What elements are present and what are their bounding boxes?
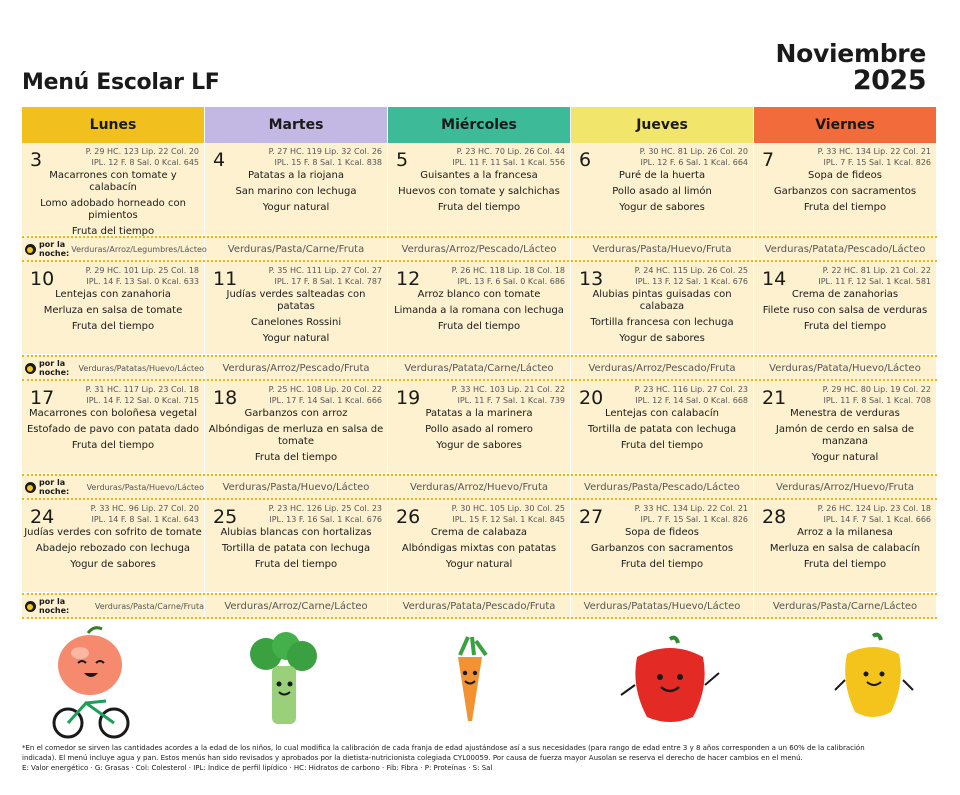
menu-item: Garbanzos con arroz bbox=[244, 408, 348, 419]
day-number: 24 bbox=[30, 506, 55, 528]
night-label: por la noche: bbox=[39, 597, 70, 615]
nutrition-line-2: IPL. 13 F. 6 Sal. 0 Kcal. 686 bbox=[457, 277, 565, 286]
year-label: 2025 bbox=[852, 65, 926, 96]
night-row bbox=[22, 474, 937, 500]
nutrition-line-2: IPL. 7 F. 15 Sal. 1 Kcal. 826 bbox=[640, 515, 748, 524]
nutrition-line-2: IPL. 12 F. 6 Sal. 1 Kcal. 664 bbox=[640, 158, 748, 167]
menu-item: Tortilla francesa con lechuga bbox=[590, 317, 734, 328]
week-row bbox=[22, 500, 937, 593]
night-suggestion bbox=[754, 238, 937, 260]
menu-item: Alubias pintas guisadas con calabaza bbox=[592, 289, 732, 312]
nutrition-info bbox=[232, 265, 382, 287]
nutrition-info bbox=[781, 384, 931, 406]
menu-items bbox=[390, 289, 568, 337]
carrot-icon bbox=[440, 635, 500, 723]
footer-line-3: E: Valor energético · G: Grasas · Col: Colesterol · IPL: Índice de perfil lipídico · HC: Hidratos de carbono · Fib: Fibra · P: Proteínas · S: Sal bbox=[22, 764, 493, 772]
night-foods: Verduras/Patata/Carne/Lácteo bbox=[404, 362, 554, 374]
night-suggestion bbox=[22, 595, 205, 617]
nutrition-info bbox=[598, 384, 748, 406]
menu-item: Limanda a la romana con lechuga bbox=[394, 305, 564, 316]
footer-notes bbox=[22, 743, 937, 773]
menu-item: Macarrones con tomate y calabacín bbox=[49, 170, 177, 193]
day-cell bbox=[571, 143, 754, 236]
weekday-monday: Lunes bbox=[22, 107, 205, 143]
night-suggestion bbox=[388, 595, 571, 617]
nutrition-info bbox=[49, 146, 199, 168]
menu-item: Merluza en salsa de calabacín bbox=[769, 543, 921, 554]
day-cell bbox=[754, 143, 937, 236]
menu-item: Guisantes a la francesa bbox=[420, 170, 538, 181]
day-cell bbox=[754, 262, 937, 355]
moon-icon bbox=[25, 482, 36, 493]
day-number: 11 bbox=[213, 268, 238, 290]
nutrition-line-2: IPL. 15 F. 8 Sal. 1 Kcal. 838 bbox=[274, 158, 382, 167]
nutrition-line-2: IPL. 13 F. 12 Sal. 1 Kcal. 676 bbox=[635, 277, 748, 286]
weekday-tuesday: Martes bbox=[205, 107, 388, 143]
nutrition-info bbox=[49, 384, 199, 406]
broccoli-icon bbox=[246, 632, 322, 727]
menu-item: Filete ruso con salsa de verduras bbox=[762, 305, 928, 316]
menu-item: Sopa de fideos bbox=[625, 527, 699, 538]
nutrition-line-1: P. 23 HC. 70 Lip. 26 Col. 44 bbox=[456, 147, 565, 156]
night-suggestion bbox=[205, 238, 388, 260]
day-cell bbox=[754, 381, 937, 474]
month-year bbox=[776, 40, 926, 94]
nutrition-line-1: P. 33 HC. 134 Lip. 22 Col. 21 bbox=[817, 147, 931, 156]
nutrition-line-2: IPL. 11 F. 7 Sal. 1 Kcal. 739 bbox=[457, 396, 565, 405]
nutrition-info bbox=[415, 146, 565, 168]
nutrition-info bbox=[598, 146, 748, 168]
menu-item: Yogur natural bbox=[262, 202, 330, 213]
nutrition-line-1: P. 26 HC. 118 Lip. 18 Col. 18 bbox=[451, 266, 565, 275]
month-label: Noviembre bbox=[775, 39, 926, 68]
nutrition-line-1: P. 23 HC. 126 Lip. 25 Col. 23 bbox=[268, 504, 382, 513]
nutrition-info bbox=[49, 503, 199, 525]
menu-item: Jamón de cerdo en salsa de manzana bbox=[775, 424, 915, 447]
menu-item: Albóndigas de merluza en salsa de tomate bbox=[208, 424, 384, 447]
nutrition-line-2: IPL. 11 F. 8 Sal. 1 Kcal. 708 bbox=[823, 396, 931, 405]
day-number: 28 bbox=[762, 506, 787, 528]
day-number: 21 bbox=[762, 387, 787, 409]
day-cell bbox=[22, 381, 205, 474]
day-number: 27 bbox=[579, 506, 604, 528]
night-suggestion bbox=[22, 357, 205, 379]
day-number: 10 bbox=[30, 268, 55, 290]
night-suggestion bbox=[571, 476, 754, 498]
menu-item: San marino con lechuga bbox=[235, 186, 357, 197]
menu-item: Lentejas con calabacín bbox=[604, 408, 719, 419]
menu-item: Yogur natural bbox=[811, 452, 879, 463]
menu-items bbox=[207, 527, 385, 575]
weekday-header bbox=[22, 107, 937, 143]
nutrition-line-1: P. 27 HC. 119 Lip. 32 Col. 26 bbox=[268, 147, 382, 156]
night-foods: Verduras/Arroz/Pescado/Lácteo bbox=[401, 243, 557, 255]
day-cell bbox=[388, 381, 571, 474]
nutrition-line-1: P. 22 HC. 81 Lip. 21 Col. 22 bbox=[822, 266, 931, 275]
nutrition-line-2: IPL. 14 F. 12 Sal. 0 Kcal. 715 bbox=[86, 396, 199, 405]
menu-item: Fruta del tiempo bbox=[254, 559, 338, 570]
moon-icon bbox=[25, 363, 36, 374]
night-foods: Verduras/Arroz/Carne/Lácteo bbox=[224, 600, 368, 612]
night-suggestion bbox=[22, 476, 205, 498]
day-cell bbox=[205, 500, 388, 593]
day-number: 5 bbox=[396, 149, 409, 171]
nutrition-line-1: P. 31 HC. 117 Lip. 23 Col. 18 bbox=[85, 385, 199, 394]
yellow-pepper-icon bbox=[833, 632, 915, 722]
nutrition-line-1: P. 24 HC. 115 Lip. 26 Col. 25 bbox=[634, 266, 748, 275]
menu-item: Canelones Rossini bbox=[250, 317, 342, 328]
week-row bbox=[22, 143, 937, 236]
night-suggestion bbox=[388, 476, 571, 498]
weekday-wednesday: Miércoles bbox=[388, 107, 571, 143]
menu-item: Estofado de pavo con patata dado bbox=[26, 424, 200, 435]
night-foods: Verduras/Pasta/Pescado/Lácteo bbox=[584, 481, 740, 493]
nutrition-line-2: IPL. 12 F. 8 Sal. 0 Kcal. 645 bbox=[91, 158, 199, 167]
nutrition-info bbox=[415, 265, 565, 287]
menu-items bbox=[573, 527, 751, 575]
menu-item: Alubias blancas con hortalizas bbox=[220, 527, 372, 538]
day-number: 7 bbox=[762, 149, 775, 171]
night-foods: Verduras/Pasta/Carne/Lácteo bbox=[772, 600, 918, 612]
menu-item: Yogur natural bbox=[445, 559, 513, 570]
night-suggestion bbox=[205, 476, 388, 498]
menu-item: Patatas a la marinera bbox=[425, 408, 533, 419]
night-foods: Verduras/Pasta/Huevo/Lácteo bbox=[86, 482, 204, 492]
nutrition-info bbox=[415, 503, 565, 525]
day-cell bbox=[388, 500, 571, 593]
night-row bbox=[22, 593, 937, 619]
footer-line-2: indicada). El menú incluye agua y pan. Estos menús han sido revisados y aprobados por la dietista-nutricionista colegiada CYL00059. Por causa de fuerza mayor Ausolan se reserva el derecho de hacer cambios en el menú. bbox=[22, 754, 803, 762]
night-foods: Verduras/Arroz/Pescado/Fruta bbox=[588, 362, 736, 374]
night-label: por la noche: bbox=[39, 359, 70, 377]
night-suggestion bbox=[571, 238, 754, 260]
night-foods: Verduras/Pasta/Huevo/Fruta bbox=[592, 243, 732, 255]
menu-item: Tortilla de patata con lechuga bbox=[221, 543, 371, 554]
day-cell bbox=[388, 143, 571, 236]
menu-item: Macarrones con boloñesa vegetal bbox=[28, 408, 198, 419]
night-foods: Verduras/Arroz/Legumbres/Lácteo bbox=[71, 244, 207, 254]
night-suggestion bbox=[571, 357, 754, 379]
night-foods: Verduras/Patatas/Huevo/Lácteo bbox=[583, 600, 741, 612]
day-number: 13 bbox=[579, 268, 604, 290]
nutrition-line-2: IPL. 13 F. 16 Sal. 1 Kcal. 676 bbox=[269, 515, 382, 524]
menu-item: Huevos con tomate y salchichas bbox=[398, 186, 560, 197]
nutrition-line-1: P. 33 HC. 103 Lip. 21 Col. 22 bbox=[451, 385, 565, 394]
day-cell bbox=[22, 262, 205, 355]
day-number: 4 bbox=[213, 149, 226, 171]
nutrition-line-1: P. 35 HC. 111 Lip. 27 Col. 27 bbox=[268, 266, 382, 275]
menu-grid bbox=[22, 107, 937, 619]
nutrition-line-1: P. 33 HC. 96 Lip. 27 Col. 20 bbox=[90, 504, 199, 513]
night-foods: Verduras/Arroz/Pescado/Fruta bbox=[222, 362, 370, 374]
menu-item: Fruta del tiempo bbox=[71, 226, 155, 237]
moon-icon bbox=[25, 601, 36, 612]
menu-item: Garbanzos con sacramentos bbox=[590, 543, 734, 554]
menu-item: Fruta del tiempo bbox=[620, 440, 704, 451]
menu-items bbox=[573, 170, 751, 218]
menu-item: Arroz a la milanesa bbox=[797, 527, 893, 538]
menu-items bbox=[390, 527, 568, 575]
day-cell bbox=[22, 143, 205, 236]
menu-item: Menestra de verduras bbox=[790, 408, 900, 419]
menu-item: Lomo adobado horneado con pimientos bbox=[40, 198, 186, 221]
night-suggestion bbox=[205, 595, 388, 617]
menu-item: Garbanzos con sacramentos bbox=[773, 186, 917, 197]
menu-items bbox=[756, 289, 934, 337]
day-number: 14 bbox=[762, 268, 787, 290]
night-suggestion bbox=[754, 476, 937, 498]
menu-items bbox=[207, 170, 385, 218]
nutrition-info bbox=[598, 503, 748, 525]
night-foods: Verduras/Pasta/Carne/Fruta bbox=[94, 601, 204, 611]
menu-items bbox=[24, 289, 202, 337]
nutrition-line-1: P. 29 HC. 101 Lip. 25 Col. 18 bbox=[85, 266, 199, 275]
weeks-container bbox=[22, 143, 937, 619]
menu-item: Yogur de sabores bbox=[436, 440, 522, 451]
peach-on-bicycle-icon bbox=[48, 625, 132, 740]
week-row bbox=[22, 381, 937, 474]
footer-line-1: *En el comedor se sirven las cantidades acordes a la edad de los niños, lo cual modifica la calibración de cada franja de edad ajustándose así a sus necesidades (para rango de edad entre 3 y 8 años corresponden a un 60% de la calibración bbox=[22, 744, 865, 752]
night-suggestion bbox=[571, 595, 754, 617]
night-row bbox=[22, 355, 937, 381]
menu-item: Fruta del tiempo bbox=[71, 440, 155, 451]
day-number: 19 bbox=[396, 387, 421, 409]
menu-item: Albóndigas mixtas con patatas bbox=[401, 543, 557, 554]
weekday-thursday: Jueves bbox=[571, 107, 754, 143]
menu-items bbox=[756, 170, 934, 218]
menu-item: Pollo asado al romero bbox=[425, 424, 533, 435]
night-foods: Verduras/Arroz/Huevo/Fruta bbox=[776, 481, 914, 493]
menu-item: Sopa de fideos bbox=[808, 170, 882, 181]
nutrition-info bbox=[598, 265, 748, 287]
nutrition-line-2: IPL. 12 F. 14 Sal. 0 Kcal. 668 bbox=[635, 396, 748, 405]
day-number: 26 bbox=[396, 506, 421, 528]
menu-items bbox=[756, 527, 934, 575]
nutrition-line-2: IPL. 17 F. 8 Sal. 1 Kcal. 787 bbox=[274, 277, 382, 286]
menu-item: Fruta del tiempo bbox=[71, 321, 155, 332]
moon-icon bbox=[25, 244, 36, 255]
menu-item: Yogur de sabores bbox=[70, 559, 156, 570]
week-row bbox=[22, 262, 937, 355]
day-number: 6 bbox=[579, 149, 592, 171]
nutrition-info bbox=[781, 503, 931, 525]
nutrition-info bbox=[781, 146, 931, 168]
menu-item: Fruta del tiempo bbox=[803, 202, 887, 213]
nutrition-info bbox=[49, 265, 199, 287]
nutrition-line-2: IPL. 7 F. 15 Sal. 1 Kcal. 826 bbox=[823, 158, 931, 167]
menu-item: Tortilla de patata con lechuga bbox=[587, 424, 737, 435]
menu-item: Pollo asado al limón bbox=[612, 186, 712, 197]
menu-item: Yogur de sabores bbox=[619, 202, 705, 213]
night-suggestion bbox=[754, 357, 937, 379]
night-foods: Verduras/Patata/Huevo/Lácteo bbox=[769, 362, 921, 374]
menu-item: Fruta del tiempo bbox=[437, 202, 521, 213]
night-suggestion bbox=[388, 357, 571, 379]
night-foods: Verduras/Pasta/Huevo/Lácteo bbox=[222, 481, 370, 493]
menu-items bbox=[207, 408, 385, 468]
menu-item: Fruta del tiempo bbox=[437, 321, 521, 332]
day-cell bbox=[388, 262, 571, 355]
day-cell bbox=[205, 381, 388, 474]
day-number: 3 bbox=[30, 149, 43, 171]
day-number: 20 bbox=[579, 387, 604, 409]
menu-items bbox=[573, 408, 751, 456]
nutrition-line-1: P. 29 HC. 80 Lip. 19 Col. 22 bbox=[822, 385, 931, 394]
day-cell bbox=[571, 381, 754, 474]
menu-items bbox=[390, 170, 568, 218]
nutrition-info bbox=[232, 146, 382, 168]
menu-items bbox=[24, 170, 202, 242]
menu-item: Fruta del tiempo bbox=[620, 559, 704, 570]
menu-item: Crema de zanahorias bbox=[791, 289, 899, 300]
nutrition-info bbox=[415, 384, 565, 406]
night-foods: Verduras/Arroz/Huevo/Fruta bbox=[410, 481, 548, 493]
day-cell bbox=[571, 262, 754, 355]
menu-items bbox=[207, 289, 385, 349]
menu-item: Crema de calabaza bbox=[430, 527, 528, 538]
day-number: 25 bbox=[213, 506, 238, 528]
nutrition-line-1: P. 33 HC. 134 Lip. 22 Col. 21 bbox=[634, 504, 748, 513]
nutrition-line-2: IPL. 14 F. 13 Sal. 0 Kcal. 633 bbox=[86, 277, 199, 286]
page-title: Menú Escolar LF bbox=[22, 70, 220, 95]
night-suggestion bbox=[754, 595, 937, 617]
nutrition-line-2: IPL. 11 F. 11 Sal. 1 Kcal. 556 bbox=[452, 158, 565, 167]
menu-item: Fruta del tiempo bbox=[803, 559, 887, 570]
day-cell bbox=[22, 500, 205, 593]
day-cell bbox=[205, 262, 388, 355]
menu-item: Merluza en salsa de tomate bbox=[43, 305, 183, 316]
menu-item: Lentejas con zanahoria bbox=[55, 289, 171, 300]
weekday-friday: Viernes bbox=[754, 107, 937, 143]
night-foods: Verduras/Patata/Pescado/Lácteo bbox=[764, 243, 926, 255]
nutrition-line-1: P. 29 HC. 123 Lip. 22 Col. 20 bbox=[85, 147, 199, 156]
menu-item: Fruta del tiempo bbox=[254, 452, 338, 463]
nutrition-line-2: IPL. 14 F. 7 Sal. 1 Kcal. 666 bbox=[823, 515, 931, 524]
nutrition-line-2: IPL. 11 F. 12 Sal. 1 Kcal. 581 bbox=[818, 277, 931, 286]
menu-items bbox=[573, 289, 751, 349]
night-suggestion bbox=[205, 357, 388, 379]
nutrition-line-1: P. 30 HC. 105 Lip. 30 Col. 25 bbox=[451, 504, 565, 513]
menu-item: Abadejo rebozado con lechuga bbox=[35, 543, 191, 554]
menu-items bbox=[24, 408, 202, 456]
menu-items bbox=[756, 408, 934, 468]
menu-item: Fruta del tiempo bbox=[803, 321, 887, 332]
day-cell bbox=[571, 500, 754, 593]
nutrition-line-1: P. 26 HC. 124 Lip. 23 Col. 18 bbox=[817, 504, 931, 513]
nutrition-line-2: IPL. 15 F. 12 Sal. 1 Kcal. 845 bbox=[452, 515, 565, 524]
night-label: por la noche: bbox=[39, 240, 70, 258]
nutrition-line-1: P. 25 HC. 108 Lip. 20 Col. 22 bbox=[268, 385, 382, 394]
menu-items bbox=[390, 408, 568, 456]
menu-item: Puré de la huerta bbox=[618, 170, 706, 181]
day-number: 18 bbox=[213, 387, 238, 409]
night-foods: Verduras/Patata/Pescado/Fruta bbox=[402, 600, 556, 612]
night-foods: Verduras/Patatas/Huevo/Lácteo bbox=[78, 363, 204, 373]
nutrition-line-1: P. 23 HC. 116 Lip. 27 Col. 23 bbox=[634, 385, 748, 394]
day-number: 17 bbox=[30, 387, 55, 409]
menu-item: Judías verdes salteadas con patatas bbox=[226, 289, 366, 312]
red-pepper-icon bbox=[615, 635, 725, 725]
nutrition-info bbox=[781, 265, 931, 287]
night-suggestion bbox=[388, 238, 571, 260]
menu-items bbox=[24, 527, 202, 575]
nutrition-line-2: IPL. 17 F. 14 Sal. 1 Kcal. 666 bbox=[269, 396, 382, 405]
day-cell bbox=[754, 500, 937, 593]
menu-item: Arroz blanco con tomate bbox=[417, 289, 541, 300]
menu-item: Yogur natural bbox=[262, 333, 330, 344]
menu-item: Judías verdes con sofrito de tomate bbox=[24, 527, 202, 538]
day-number: 12 bbox=[396, 268, 421, 290]
nutrition-line-1: P. 30 HC. 81 Lip. 26 Col. 20 bbox=[639, 147, 748, 156]
nutrition-line-2: IPL. 14 F. 8 Sal. 1 Kcal. 643 bbox=[91, 515, 199, 524]
day-cell bbox=[205, 143, 388, 236]
menu-item: Yogur de sabores bbox=[619, 333, 705, 344]
menu-item: Patatas a la riojana bbox=[248, 170, 344, 181]
night-foods: Verduras/Pasta/Carne/Fruta bbox=[227, 243, 365, 255]
nutrition-info bbox=[232, 384, 382, 406]
night-label: por la noche: bbox=[39, 478, 70, 496]
nutrition-info bbox=[232, 503, 382, 525]
